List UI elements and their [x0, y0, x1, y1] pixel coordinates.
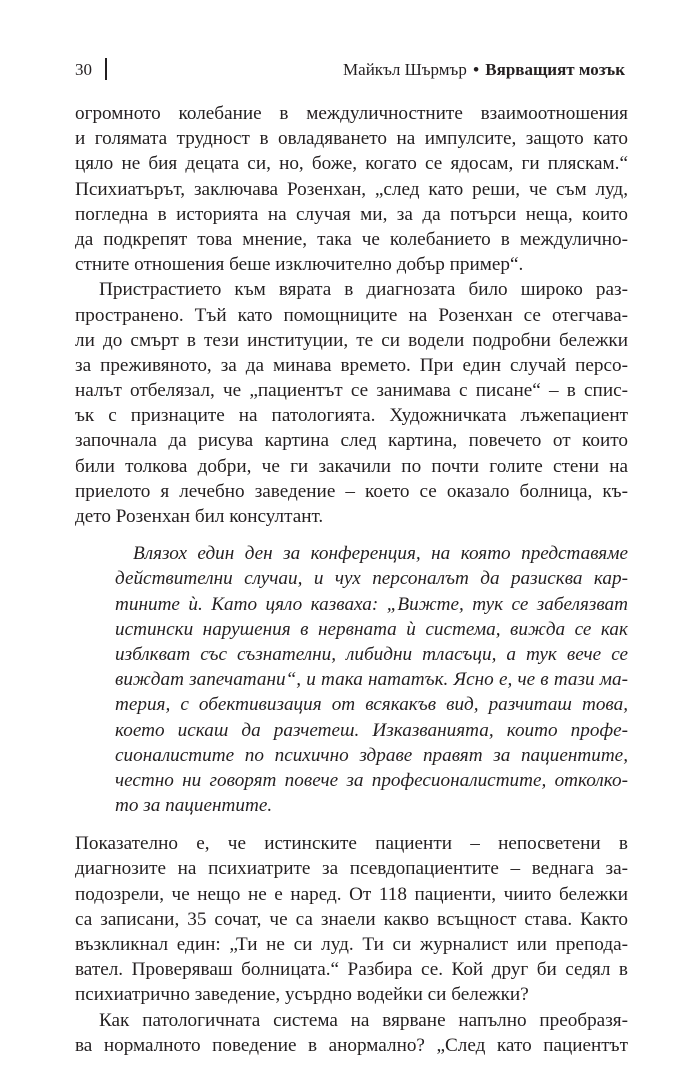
- text-line: психиатрично заведение, усърдно водейки си бележки?: [75, 984, 529, 1006]
- text-line: ва нормалното поведение в анормално? „След като пациентът: [75, 1034, 628, 1056]
- text-line: стните отношения беше изключително добър пример“.: [75, 254, 524, 276]
- paragraph-2: [75, 277, 628, 529]
- text-line: започнала да рисува картина след картина, повечето от които: [75, 430, 628, 452]
- text-line: Как патологичната система на вярване напълно преобразя-: [99, 1009, 628, 1031]
- text-line: Показателно е, че истинските пациенти – непосветени в: [75, 833, 628, 855]
- header-divider: [105, 58, 107, 80]
- text-line: и голямата трудност в овладяването на импулсите, защото като: [75, 128, 628, 150]
- page-number: 30: [75, 60, 92, 79]
- paragraph-4: [75, 1008, 628, 1058]
- quote-line: тините ѝ. Като цяло казваха: „Вижте, тук се забелязват: [115, 593, 628, 615]
- quote-line: терия, с обективизация от всякакъв вид, разчиташ това,: [115, 694, 628, 716]
- text-line: диагнозите на психиатрите за псевдопациентите – веднага за-: [75, 858, 628, 880]
- text-line: погледна в историята на случая ми, за да потърси неща, които: [75, 203, 628, 225]
- text-line: вател. Проверяваш болницата.“ Разбира се. Кой друг би седял в: [75, 959, 628, 981]
- text-line: налът отбелязал, че „пациентът се занимава с писане“ – в спис-: [75, 380, 628, 402]
- text-line: приелото я лечебно заведение – което се оказало болница, къ-: [75, 480, 628, 502]
- text-line: дето Розенхан бил консултант.: [75, 506, 324, 527]
- paragraph-1: [75, 101, 628, 277]
- text-line: пространено. Тъй като помощниците на Розенхан се отегчава-: [75, 304, 628, 326]
- quote-line: изблкват със съзнателни, либидни тласъци, а тук вече се: [115, 643, 628, 665]
- text-line: възкликнал един: „Ти не си луд. Ти си журналист или препода-: [75, 934, 628, 955]
- block-quote: [115, 541, 628, 818]
- bullet-separator: •: [473, 60, 480, 79]
- text-line: Психиатърът, заключава Розенхан, „след като реши, че съм луд,: [75, 178, 628, 200]
- running-head: [75, 58, 625, 82]
- quote-line: истински нарушения в нервната ѝ система, вижда се как: [115, 618, 628, 640]
- text-line: да подкрепят това мнение, така че колебанието в междулично-: [75, 228, 628, 250]
- body-text: [75, 101, 628, 1058]
- quote-line: действителни случаи, и чух персоналът да разисква кар-: [115, 568, 628, 590]
- text-line: са записани, 35 сочат, че са знаели какво всъщност става. Както: [75, 908, 628, 930]
- quote-line: виждат запечатани“, и така нататък. Ясно е, че в тази ма-: [115, 669, 628, 691]
- text-line: огромното колебание в междуличностните взаимоотношения: [75, 103, 628, 124]
- text-line: за преживяното, за да минава времето. При един случай персо-: [75, 354, 628, 376]
- text-line: били толкова добри, че ги закачили по почти голите стени на: [75, 455, 628, 477]
- text-line: ли до смърт в тези институции, те си водели подробни бележки: [75, 329, 628, 351]
- text-line: ък с признаците на патологията. Художничката лъжепациент: [75, 405, 628, 427]
- book-title: Вярващият мозък: [485, 60, 625, 79]
- quote-line: сионалистите по психично здраве правят за пациентите,: [115, 744, 628, 766]
- text-line: Пристрастието към вярата в диагнозата било широко раз-: [99, 279, 628, 301]
- text-line: цяло не бия децата си, но, боже, когато се ядосам, ги пляскам.“: [75, 153, 628, 175]
- text-line: подозрели, че нещо не е наред. От 118 пациенти, чиито бележки: [75, 883, 628, 905]
- quote-line: Влязох един ден за конференция, на която представяме: [133, 543, 628, 565]
- quote-line: то за пациентите.: [115, 795, 273, 817]
- quote-line: което искаш да разчетеш. Изказванията, които профе-: [115, 719, 628, 741]
- author-name: Майкъл Шърмър: [343, 60, 467, 79]
- quote-line: честно ни говорят повече за професионалистите, отколко-: [115, 769, 628, 791]
- paragraph-3: [75, 831, 628, 1007]
- running-title: [343, 58, 625, 82]
